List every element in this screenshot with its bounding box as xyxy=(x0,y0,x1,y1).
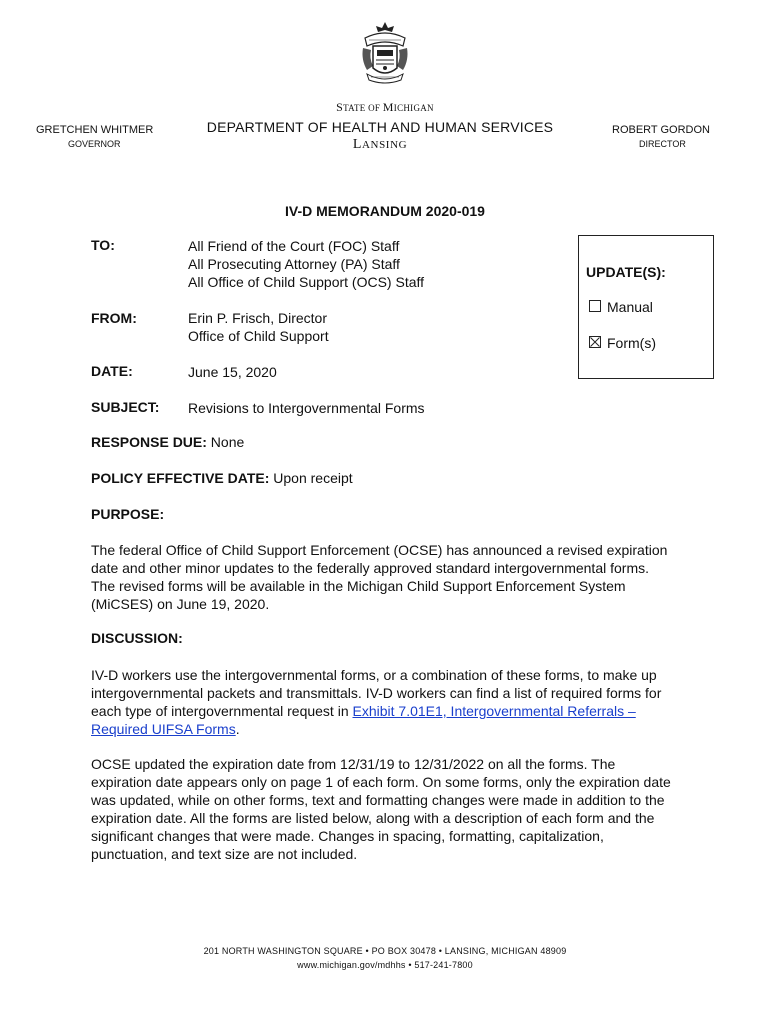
city-rest: ANSING xyxy=(362,139,408,151)
checkbox-x-icon xyxy=(590,337,600,347)
state-heading xyxy=(0,100,770,115)
from-sender xyxy=(188,309,329,345)
director-title: DIRECTOR xyxy=(639,139,686,149)
footer-contact: www.michigan.gov/mdhhs • 517-241-7800 xyxy=(297,960,473,970)
michigan-state-seal xyxy=(359,20,411,86)
city-name xyxy=(195,137,565,153)
state-heading-end: ICHIGAN xyxy=(393,103,434,113)
from-line: Office of Child Support xyxy=(188,328,329,344)
discussion-paragraph-1 xyxy=(91,666,676,738)
forms-checkbox[interactable] xyxy=(589,336,601,348)
date-value: June 15, 2020 xyxy=(188,364,277,380)
policy-effective-value: Upon receipt xyxy=(269,470,353,486)
director-name: ROBERT GORDON xyxy=(612,124,710,136)
discussion-heading: DISCUSSION: xyxy=(91,630,183,646)
manual-checkbox[interactable] xyxy=(589,300,601,312)
manual-label: Manual xyxy=(607,299,653,315)
discussion-text: IV-D workers use the intergovernmental forms, or a combination of these forms, to make up intergovernmental packets and transmittals. IV-D workers can find a list of required forms for each type of intergovernmental request in xyxy=(91,667,662,719)
purpose-paragraph: The federal Office of Child Support Enforcement (OCSE) has announced a revised expiration date and other minor updates to the federally approved standard intergovernmental forms. The revised forms will be available in the Michigan Child Support Enforcement System (MiCSES) on June 19, 2020. xyxy=(91,542,668,612)
governor-name: GRETCHEN WHITMER xyxy=(36,124,154,136)
from-label: FROM: xyxy=(91,310,137,326)
subject-value: Revisions to Intergovernmental Forms xyxy=(188,400,425,416)
to-recipients xyxy=(188,237,424,291)
response-due xyxy=(91,434,244,450)
footer-address: 201 NORTH WASHINGTON SQUARE • PO BOX 30478 • LANSING, MICHIGAN 48909 xyxy=(203,946,567,956)
to-line: All Prosecuting Attorney (PA) Staff xyxy=(188,256,400,272)
memo-title: IV-D MEMORANDUM 2020-019 xyxy=(285,203,485,219)
policy-effective-label: POLICY EFFECTIVE DATE: xyxy=(91,470,270,486)
governor-title: GOVERNOR xyxy=(68,139,121,149)
state-heading-initial: S xyxy=(336,100,344,114)
to-label: TO: xyxy=(91,237,115,253)
state-heading-initial-m: M xyxy=(382,100,394,114)
discussion-paragraph-2: OCSE updated the expiration date from 12/31/19 to 12/31/2022 on all the forms. The expiration date appears only on page 1 of each form. On some forms, only the expiration date was updated, while on other forms, text and formatting changes were made in addition to the expiration date. All the forms are listed below, along with a description of each form and the significant changes that were made. Changes in spacing, formatting, capitalization, punctuation, and text size are not included. xyxy=(91,756,671,862)
response-due-label: RESPONSE DUE: xyxy=(91,434,207,450)
purpose-heading: PURPOSE: xyxy=(91,506,165,522)
policy-effective-date xyxy=(91,470,353,486)
department-name: DEPARTMENT OF HEALTH AND HUMAN SERVICES xyxy=(206,119,554,135)
city-initial: L xyxy=(352,137,362,152)
state-heading-part: TATE OF xyxy=(343,103,383,113)
exhibit-link[interactable]: Exhibit 7.01E1, Intergovernmental Referrals – Required UIFSA Forms xyxy=(91,703,636,737)
date-label: DATE: xyxy=(91,363,133,379)
to-line: All Office of Child Support (OCS) Staff xyxy=(188,274,425,290)
from-line: Erin P. Frisch, Director xyxy=(188,310,327,326)
response-due-value: None xyxy=(206,434,245,450)
updates-title: UPDATE(S): xyxy=(586,264,666,280)
to-line: All Friend of the Court (FOC) Staff xyxy=(188,238,400,254)
discussion-text-end: . xyxy=(235,721,240,737)
forms-label: Form(s) xyxy=(607,335,656,351)
subject-label: SUBJECT: xyxy=(91,399,160,415)
